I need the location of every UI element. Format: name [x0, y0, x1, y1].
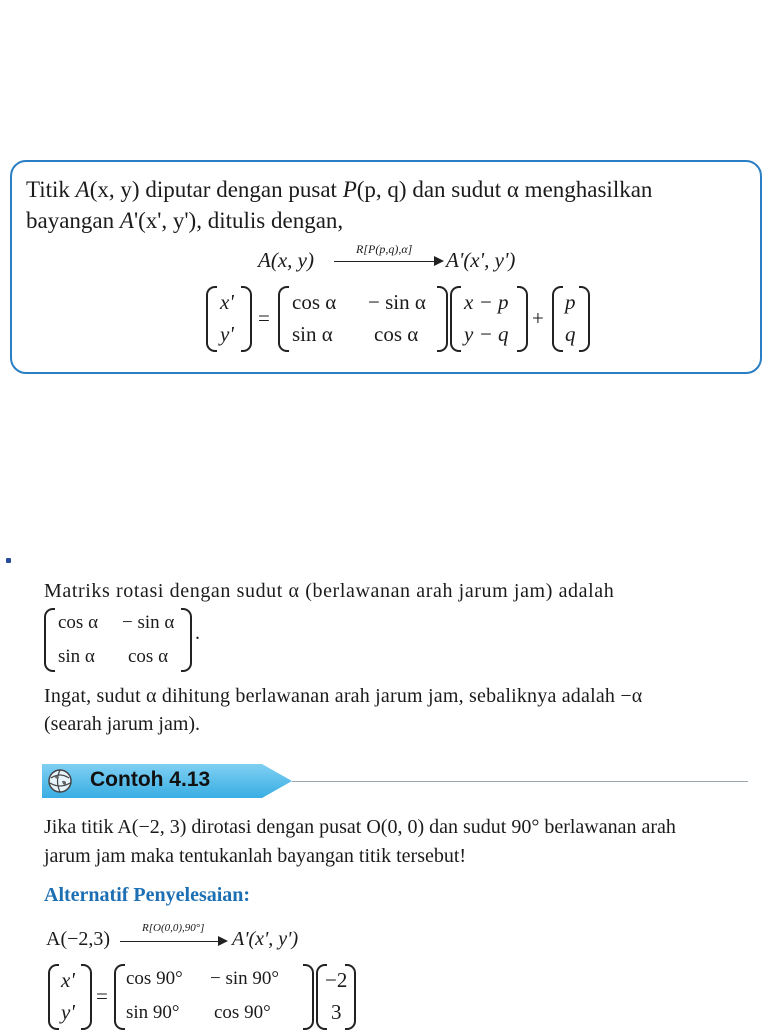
mapping-arrow-line: [334, 261, 436, 262]
mapping-label: R[P(p,q),α]: [356, 242, 413, 256]
note-line-2: (searah jarum jam).: [44, 713, 201, 735]
mapping-image: A'(x', y'): [446, 248, 516, 272]
plus-sign: +: [532, 306, 544, 330]
solution-mapping-image: A'(x', y'): [232, 928, 299, 950]
example-line-2: jarum jam maka tentukanlah bayangan titik tersebut!: [44, 845, 467, 867]
example-title: Contoh 4.13: [90, 768, 211, 791]
example-rule: [292, 781, 748, 782]
rotation-mapping: [258, 244, 548, 274]
solution-heading: Alternatif Penyelesaian:: [44, 884, 251, 906]
note-line-1: Ingat, sudut α dihitung berlawanan arah jarum jam, sebaliknya adalah −α: [44, 685, 643, 707]
rotation-matrix-standalone: cos α − sin α sin α cos α: [44, 608, 192, 672]
page-mark: [6, 558, 11, 563]
solution-arrow-line: [120, 941, 220, 942]
definition-line-2: bayangan A'(x', y'), ditulis dengan,: [26, 208, 344, 233]
globe-icon: [46, 768, 74, 794]
image-vector: x' y': [206, 286, 252, 352]
solution-rotation-matrix: cos 90° − sin 90° sin 90° cos 90°: [114, 964, 314, 1030]
definition-line-1: Titik A(x, y) diputar dengan pusat P(p, q) dan sudut α menghasilkan: [26, 177, 653, 202]
matrix-period: .: [195, 622, 200, 644]
center-vector: p q: [552, 286, 590, 352]
solution-mapping-label: R[O(0,0),90°]: [142, 922, 205, 934]
solution-point-vector: −2 3: [316, 964, 356, 1030]
solution-mapping: [46, 924, 346, 954]
rotation-matrix-text: Matriks rotasi dengan sudut α (berlawanan arah jarum jam) adalah: [44, 580, 615, 602]
mapping-source: A(x, y): [258, 248, 314, 272]
equals-sign: =: [258, 306, 270, 330]
rotation-matrix: cos α − sin α sin α cos α: [278, 286, 448, 352]
arrow-right-icon: [434, 256, 444, 266]
arrow-right-icon: [218, 936, 228, 946]
difference-vector: x − p y − q: [450, 286, 528, 352]
solution-image-vector: x' y': [48, 964, 92, 1030]
example-line-1: Jika titik A(−2, 3) dirotasi dengan pusat O(0, 0) dan sudut 90° berlawanan arah: [44, 816, 676, 838]
solution-mapping-source: A(−2,3): [46, 928, 111, 950]
solution-equals-sign: =: [96, 984, 108, 1008]
solution-equation: [48, 964, 358, 1030]
rotation-equation: [206, 286, 596, 352]
